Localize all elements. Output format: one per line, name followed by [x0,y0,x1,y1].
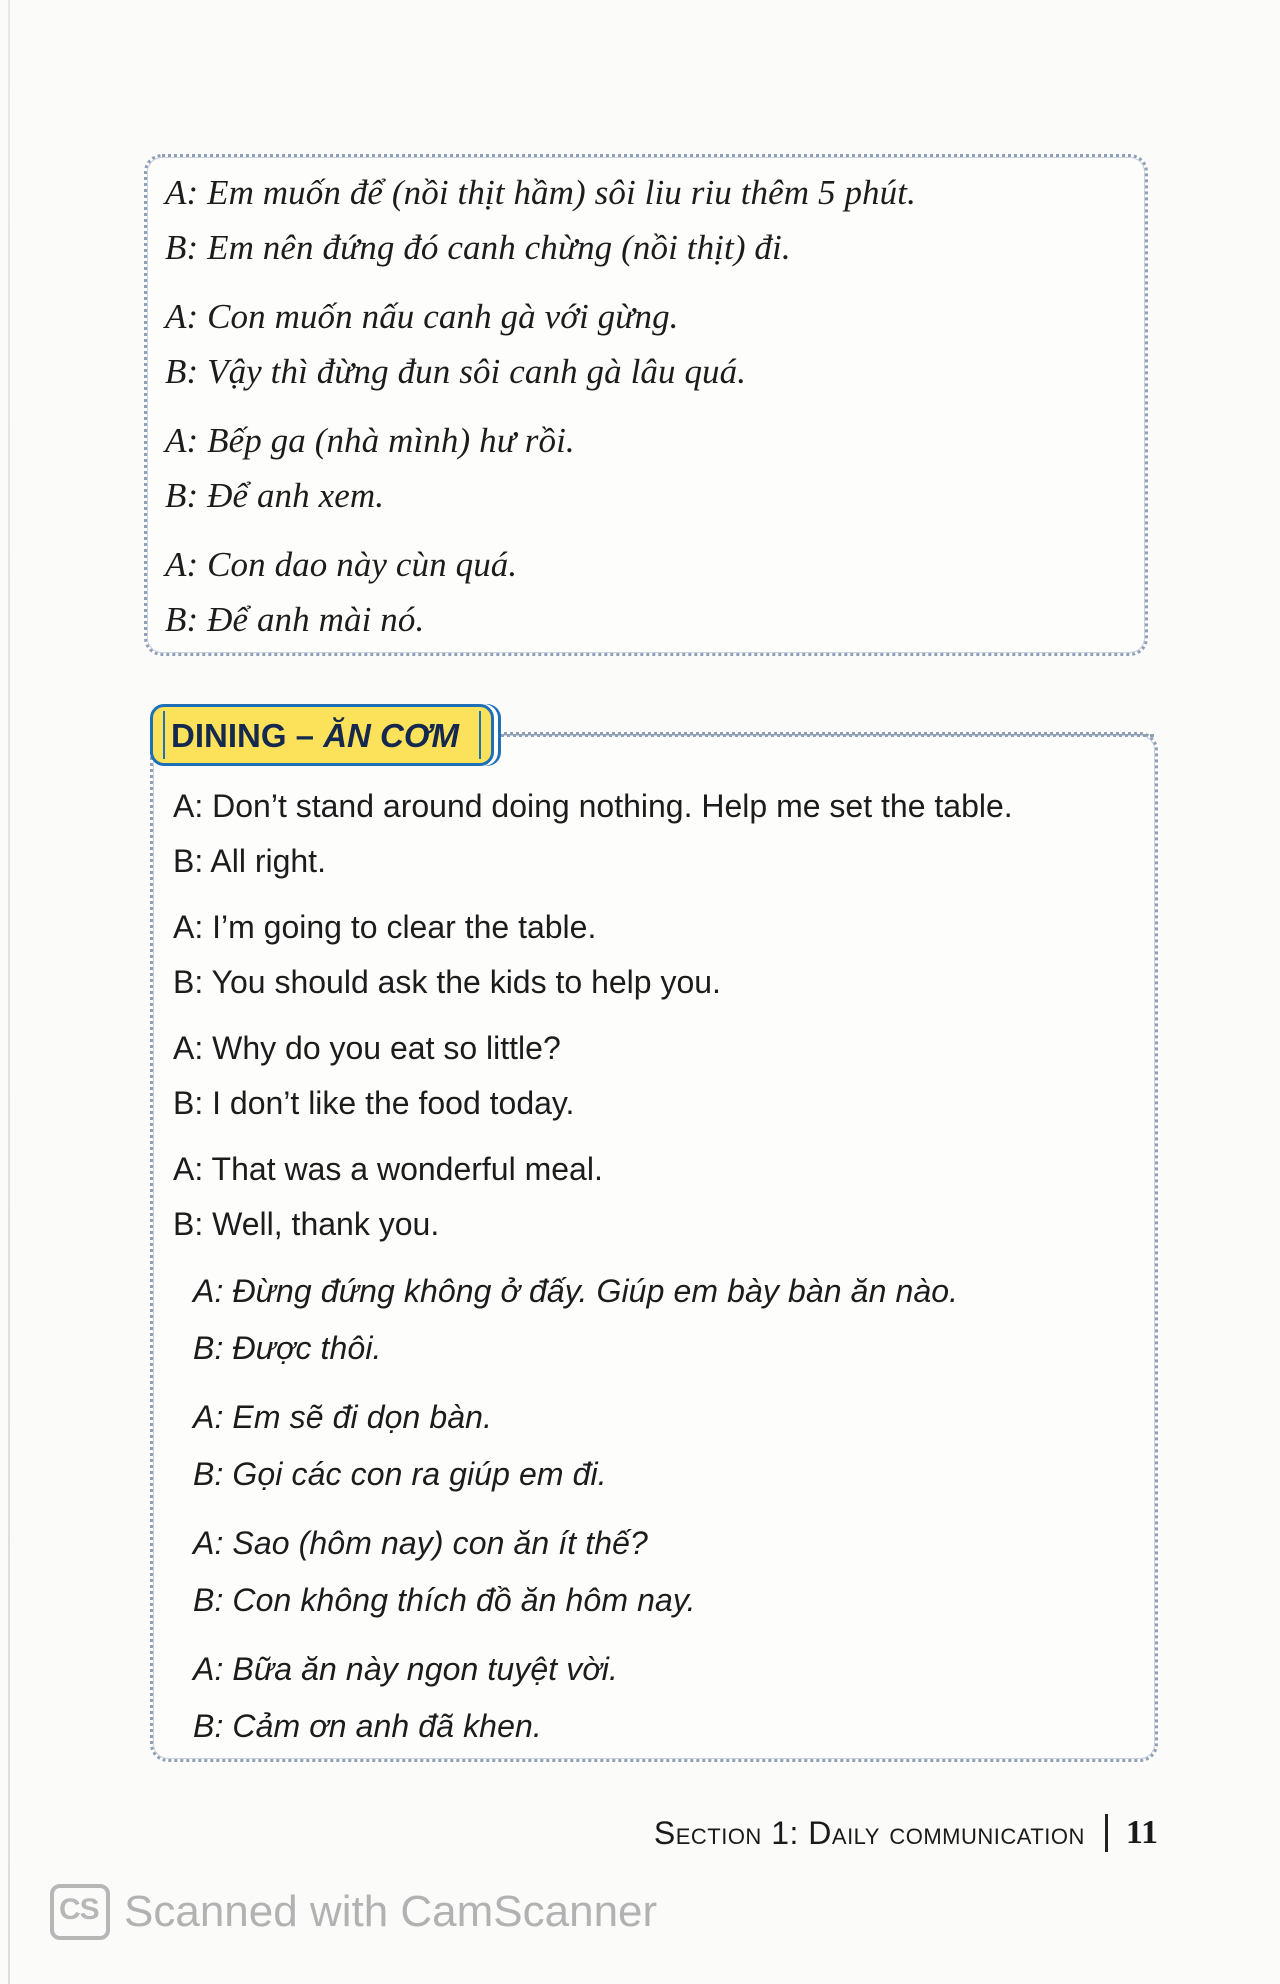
dialog-pair [165,289,1145,399]
dialog-pair [193,1515,1155,1629]
heading-title-vi: ĂN CƠM [323,717,459,754]
dialog-line-a: A: Đừng đứng không ở đấy. Giúp em bày bàn ăn nào. [193,1273,959,1309]
section-heading-dining [150,704,494,766]
dialog-line-a: A: I’m going to clear the table. [173,909,597,945]
dialog-line-b: B: Con không thích đồ ăn hôm nay. [193,1582,696,1618]
dialog-pair [173,900,1155,1010]
section-heading-text [171,717,459,755]
dialog-line-a: A: That was a wonderful meal. [173,1151,603,1187]
dialog-pair [165,413,1145,523]
dialog-line-a: A: Bữa ăn này ngon tuyệt vời. [193,1651,618,1687]
dialog-line-b: B: Để anh mài nó. [165,600,425,639]
dialog-pair [193,1389,1155,1503]
dialog-line-a: A: Don’t stand around doing nothing. Help me set the table. [173,788,1013,824]
dialog-line-a: A: Why do you eat so little? [173,1030,561,1066]
dialog-line-a: A: Sao (hôm nay) con ăn ít thế? [193,1525,648,1561]
camscanner-watermark [50,1884,657,1940]
dialog-line-b: B: Cảm ơn anh đã khen. [193,1708,542,1744]
dialog-line-b: B: Để anh xem. [165,476,385,515]
dialog-line-b: B: You should ask the kids to help you. [173,964,721,1000]
page-number: 11 [1125,1814,1158,1851]
dialog-line-b: B: I don’t like the food today. [173,1085,575,1121]
dialog-line-b: B: Em nên đứng đó canh chừng (nồi thịt) đi. [165,228,791,267]
footer-section-label: Section 1: Daily communication [653,1814,1085,1851]
camscanner-logo-icon [50,1884,110,1940]
dialog-line-a: A: Bếp ga (nhà mình) hư rồi. [165,421,575,460]
dialog-pair [173,1142,1155,1252]
top-dialog-box [144,154,1148,656]
dialog-line-b: B: All right. [173,843,326,879]
top-dialog-list [147,157,1145,661]
dialog-line-a: A: Em sẽ đi dọn bàn. [193,1399,493,1435]
english-dialog-list [153,735,1155,1767]
dialog-line-b: B: Well, thank you. [173,1206,440,1242]
dialog-line-b: B: Vậy thì đừng đun sôi canh gà lâu quá. [165,352,747,391]
dialog-pair [165,537,1145,647]
heading-connector-line [494,734,1154,737]
watermark-text: Scanned with CamScanner [124,1887,658,1936]
dialog-pair [173,1021,1155,1131]
dialog-line-b: B: Được thôi. [193,1330,382,1366]
dialog-line-a: A: Con dao này cùn quá. [165,545,518,584]
footer-divider [1105,1814,1108,1852]
heading-separator: – [286,717,324,754]
dialog-line-b: B: Gọi các con ra giúp em đi. [193,1456,607,1492]
camscanner-logo-text: CS [59,1893,99,1926]
heading-title-en: DINING [171,717,287,754]
page-footer [654,1814,1158,1852]
vietnamese-dialog-list [173,1263,1155,1755]
dining-dialog-box [150,732,1158,1762]
page-edge [8,0,10,1984]
dialog-pair [173,779,1155,889]
dialog-line-a: A: Em muốn để (nồi thịt hầm) sôi liu riu thêm 5 phút. [165,173,916,212]
dialog-pair [193,1263,1155,1377]
dialog-pair [193,1641,1155,1755]
dialog-line-a: A: Con muốn nấu canh gà với gừng. [165,297,679,336]
dialog-pair [165,165,1145,275]
